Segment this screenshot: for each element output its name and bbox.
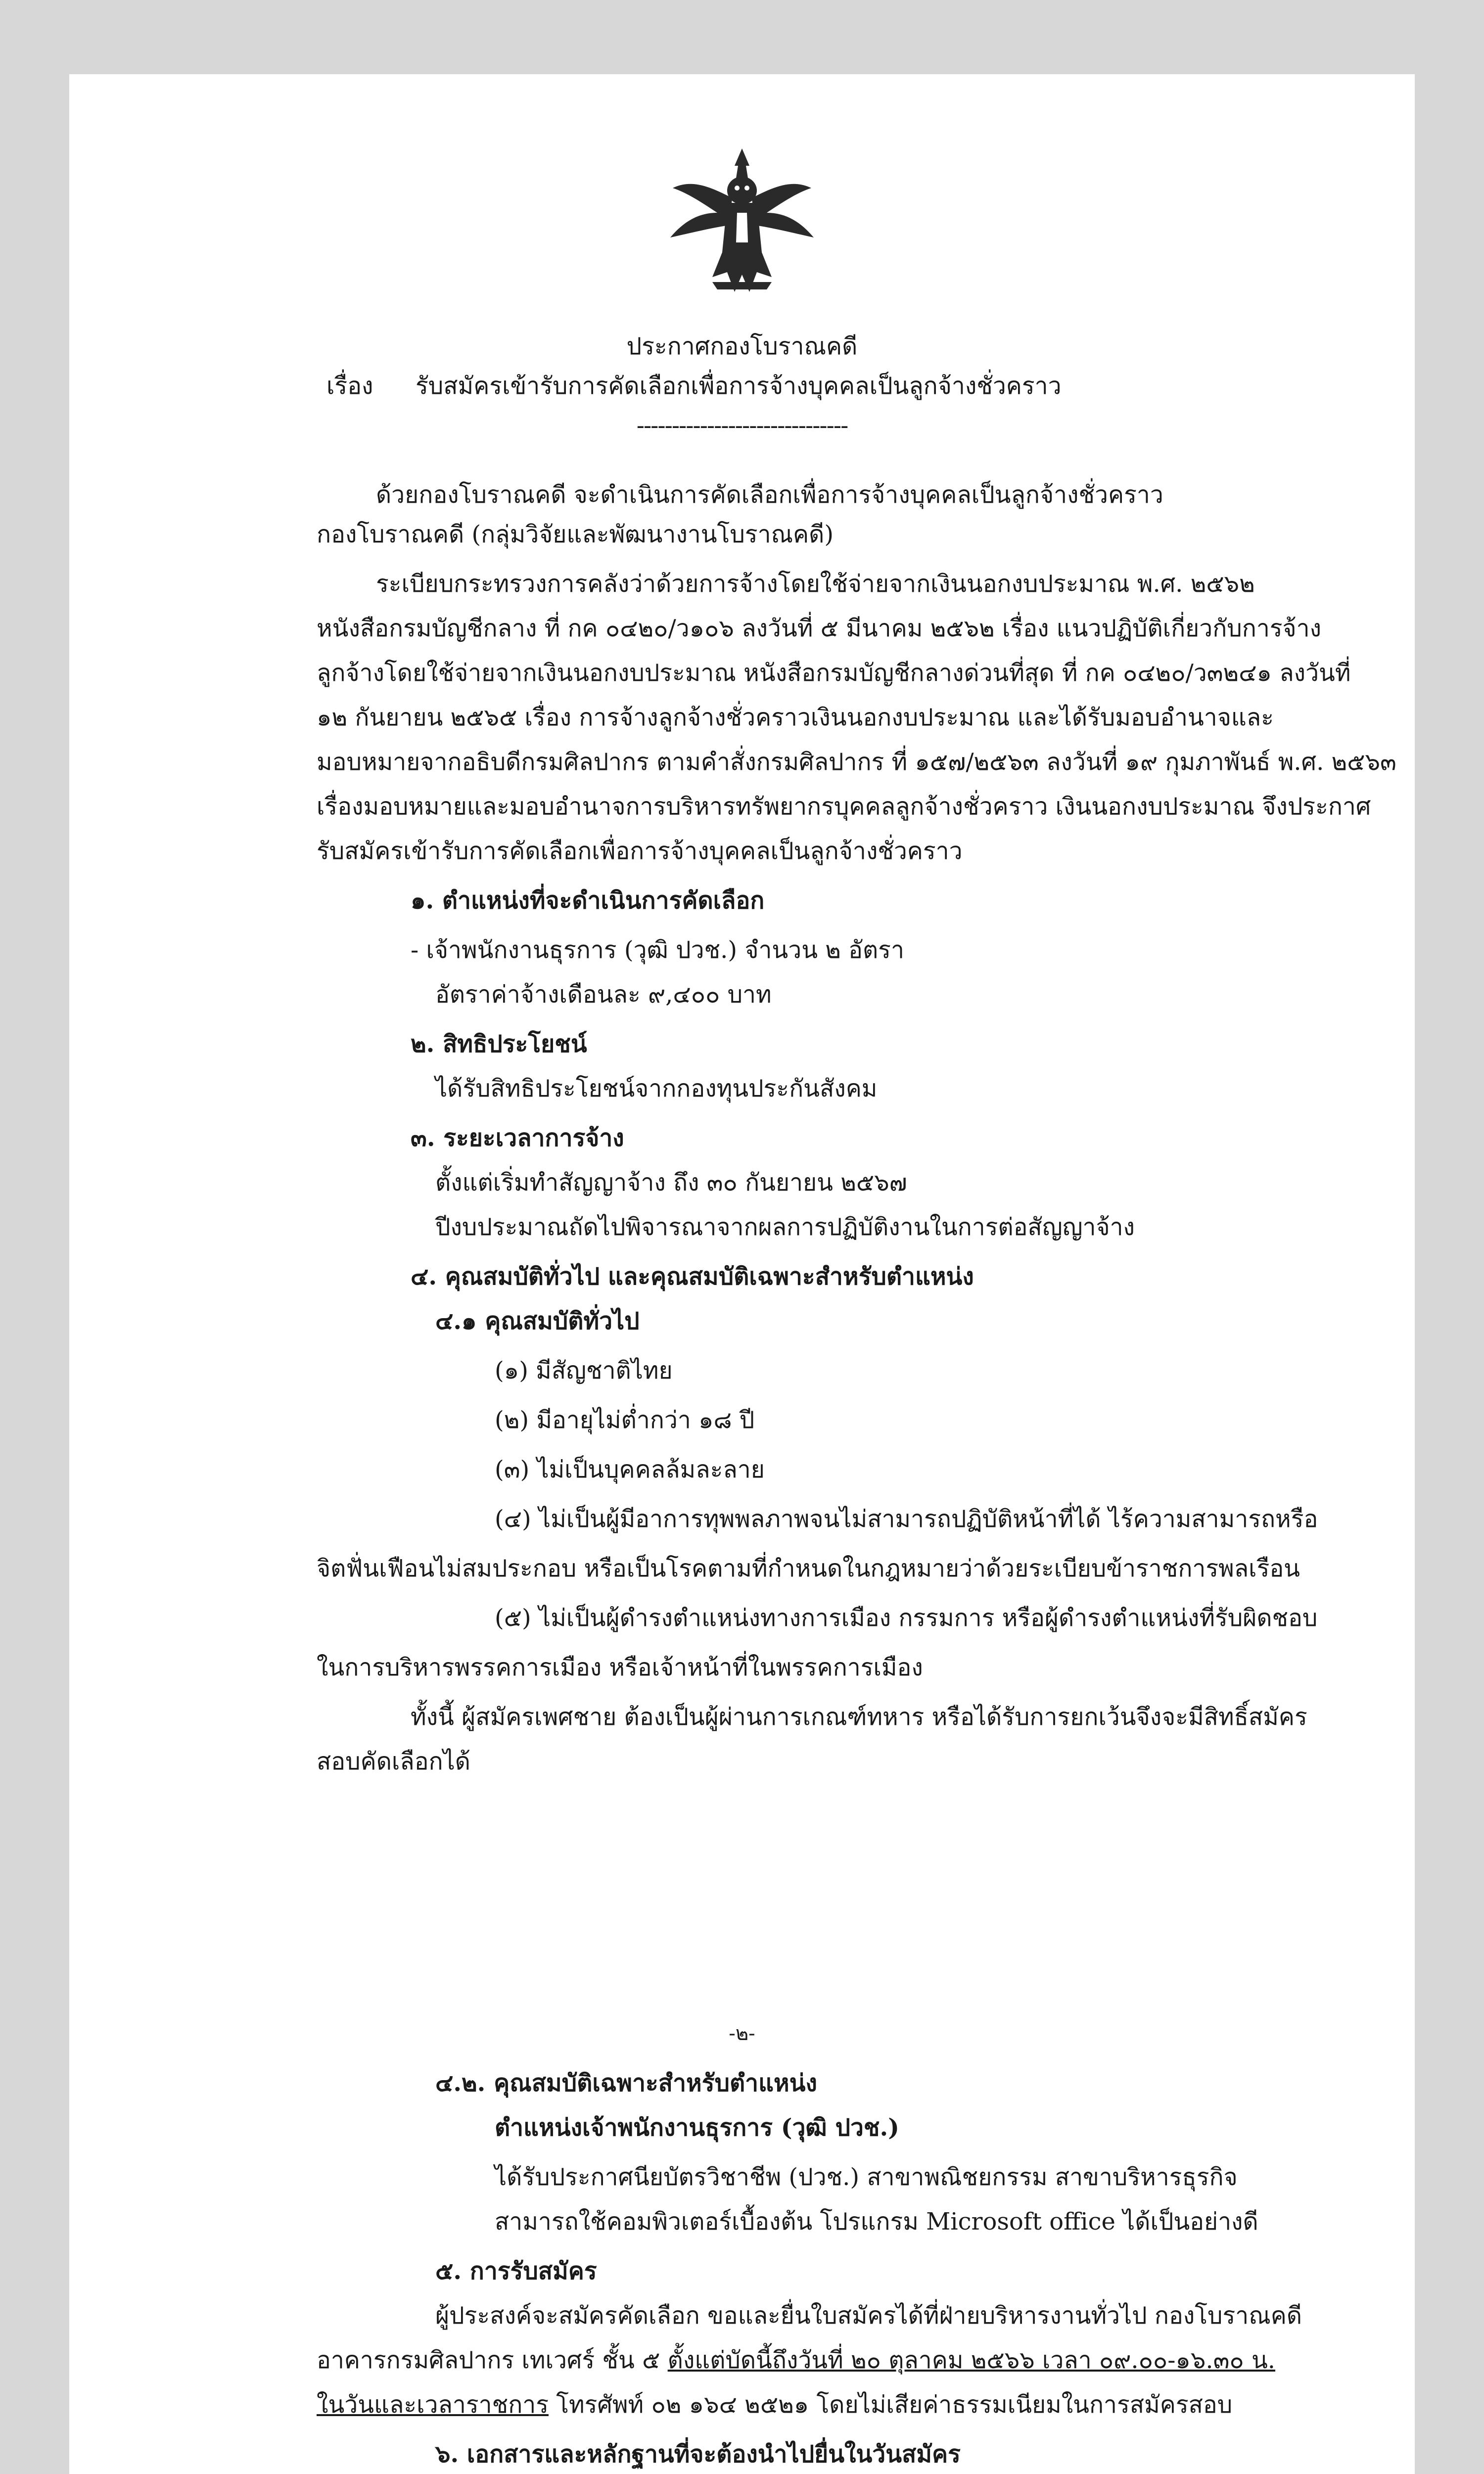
garuda-emblem-icon — [663, 143, 821, 302]
announcement-agency: ประกาศกองโบราณคดี — [626, 333, 858, 360]
office-hours: ในวันและเวลาราชการ — [317, 2391, 549, 2419]
subject-label: เรื่อง — [326, 372, 373, 400]
military-note-2: สอบคัดเลือกได้ — [317, 1748, 470, 1775]
application-location: อาคารกรมศิลปากร เทเวศร์ ชั้น ๕ — [317, 2346, 668, 2374]
intro-line-7: มอบหมายจากอธิบดีกรมศิลปากร ตามคำสั่งกรมศิลปากร ที่ ๑๕๗/๒๕๖๓ ลงวันที่ ๑๙ กุมภาพันธ์ พ.ศ. ๒๕๖๓ — [317, 748, 1396, 776]
intro-line-6: ๑๒ กันยายน ๒๕๖๕ เรื่อง การจ้างลูกจ้างชั่วคราวเงินนอกงบประมาณ และได้รับมอบอำนาจและ — [317, 704, 1274, 731]
intro-line-8: เรื่องมอบหมายและมอบอำนาจการบริหารทรัพยากรบุคคลลูกจ้างชั่วคราว เงินนอกงบประมาณ จึงประกาศ — [317, 793, 1371, 820]
intro-line-1: ด้วยกองโบราณคดี จะดำเนินการคัดเลือกเพื่อการจ้างบุคคลเป็นลูกจ้างชั่วคราว — [376, 481, 1163, 509]
intro-line-9: รับสมัครเข้ารับการคัดเลือกเพื่อการจ้างบุคคลเป็นลูกจ้างชั่วคราว — [317, 837, 963, 865]
section-3-renewal: ปีงบประมาณถัดไปพิจารณาจากผลการปฏิบัติงานในการต่อสัญญาจ้าง — [435, 1213, 1135, 1241]
specific-qualification-2: สามารถใช้คอมพิวเตอร์เบื้องต้น โปรแกรม Microsoft office ได้เป็นอย่างดี — [495, 2208, 1258, 2236]
section-4-2-heading: ๔.๒. คุณสมบัติเฉพาะสำหรับตำแหน่ง — [435, 2069, 817, 2097]
section-6-heading: ๖. เอกสารและหลักฐานที่จะต้องนำไปยื่นในวันสมัคร — [435, 2440, 961, 2468]
application-period: ตั้งแต่บัดนี้ถึงวันที่ ๒๐ ตุลาคม ๒๕๖๖ เวลา ๐๙.๐๐-๑๖.๓๐ น. — [667, 2346, 1276, 2374]
page-number: -๒- — [729, 2022, 755, 2045]
intro-line-2: กองโบราณคดี (กลุ่มวิจัยและพัฒนางานโบราณคดี) — [317, 521, 834, 548]
military-note-1: ทั้งนี้ ผู้สมัครเพศชาย ต้องเป็นผู้ผ่านการเกณฑ์ทหาร หรือได้รับการยกเว้นจึงจะมีสิทธิ์สมัคร — [411, 1703, 1307, 1731]
section-4-heading: ๔. คุณสมบัติทั่วไป และคุณสมบัติเฉพาะสำหรับตำแหน่ง — [411, 1263, 974, 1290]
section-2-benefit: ได้รับสิทธิประโยชน์จากกองทุนประกันสังคม — [435, 1075, 878, 1102]
qualification-4a: (๔) ไม่เป็นผู้มีอาการทุพพลภาพจนไม่สามารถปฏิบัติหน้าที่ได้ ไร้ความสามารถหรือ — [495, 1505, 1318, 1533]
application-line-1: ผู้ประสงค์จะสมัครคัดเลือก ขอและยื่นใบสมัครได้ที่ฝ่ายบริหารงานทั่วไป กองโบราณคดี — [435, 2302, 1302, 2330]
qualification-4b: จิตฟั่นเฟือนไม่สมประกอบ หรือเป็นโรคตามที่กำหนดในกฎหมายว่าด้วยระเบียบข้าราชการพลเรือน — [317, 1555, 1300, 1582]
section-1-heading: ๑. ตำแหน่งที่จะดำเนินการคัดเลือก — [411, 887, 765, 914]
qualification-3: (๓) ไม่เป็นบุคคลล้มละลาย — [495, 1456, 765, 1483]
specific-position: ตำแหน่งเจ้าพนักงานธุรการ (วุฒิ ปวช.) — [495, 2114, 899, 2141]
section-3-heading: ๓. ระยะเวลาการจ้าง — [411, 1124, 624, 1152]
intro-line-5: ลูกจ้างโดยใช้จ่ายจากเงินนอกงบประมาณ หนังสือกรมบัญชีกลางด่วนที่สุด ที่ กค ๐๔๒๐/ว๓๒๔๑ ลงวันที่ — [317, 659, 1351, 687]
qualification-5a: (๕) ไม่เป็นผู้ดำรงตำแหน่งทางการเมือง กรรมการ หรือผู้ดำรงตำแหน่งที่รับผิดชอบ — [495, 1604, 1318, 1632]
document-page — [69, 74, 1415, 2474]
qualification-5b: ในการบริหารพรรคการเมือง หรือเจ้าหน้าที่ในพรรคการเมือง — [317, 1654, 923, 1681]
application-line-2 — [317, 2345, 1275, 2375]
intro-line-3: ระเบียบกระทรวงการคลังว่าด้วยการจ้างโดยใช้จ่ายจากเงินนอกงบประมาณ พ.ศ. ๒๕๖๒ — [376, 570, 1255, 598]
application-phone: โทรศัพท์ ๐๒ ๑๖๔ ๒๕๒๑ โดยไม่เสียค่าธรรมเนียมในการสมัครสอบ — [548, 2391, 1233, 2419]
specific-qualification-1: ได้รับประกาศนียบัตรวิชาชีพ (ปวช.) สาขาพณิชยกรรม สาขาบริหารธุรกิจ — [495, 2163, 1238, 2191]
subject-text: รับสมัครเข้ารับการคัดเลือกเพื่อการจ้างบุคคลเป็นลูกจ้างชั่วคราว — [416, 372, 1062, 400]
header-divider: ------------------------------ — [636, 412, 848, 439]
section-1-position: - เจ้าพนักงานธุรการ (วุฒิ ปวช.) จำนวน ๒ อัตรา — [411, 936, 904, 964]
section-2-heading: ๒. สิทธิประโยชน์ — [411, 1030, 587, 1058]
qualification-2: (๒) มีอายุไม่ต่ำกว่า ๑๘ ปี — [495, 1406, 755, 1434]
section-1-wage: อัตราค่าจ้างเดือนละ ๙,๔๐๐ บาท — [435, 981, 772, 1008]
section-4-1-heading: ๔.๑ คุณสมบัติทั่วไป — [435, 1307, 640, 1335]
section-3-term: ตั้งแต่เริ่มทำสัญญาจ้าง ถึง ๓๐ กันยายน ๒๕๖๗ — [435, 1169, 907, 1196]
intro-line-4: หนังสือกรมบัญชีกลาง ที่ กค ๐๔๒๐/ว๑๐๖ ลงวันที่ ๕ มีนาคม ๒๕๖๒ เรื่อง แนวปฏิบัติเกี่ยวกับการจ้าง — [317, 615, 1322, 642]
application-line-3 — [317, 2390, 1232, 2420]
qualification-1: (๑) มีสัญชาติไทย — [495, 1357, 673, 1384]
section-5-heading: ๕. การรับสมัคร — [435, 2257, 597, 2285]
